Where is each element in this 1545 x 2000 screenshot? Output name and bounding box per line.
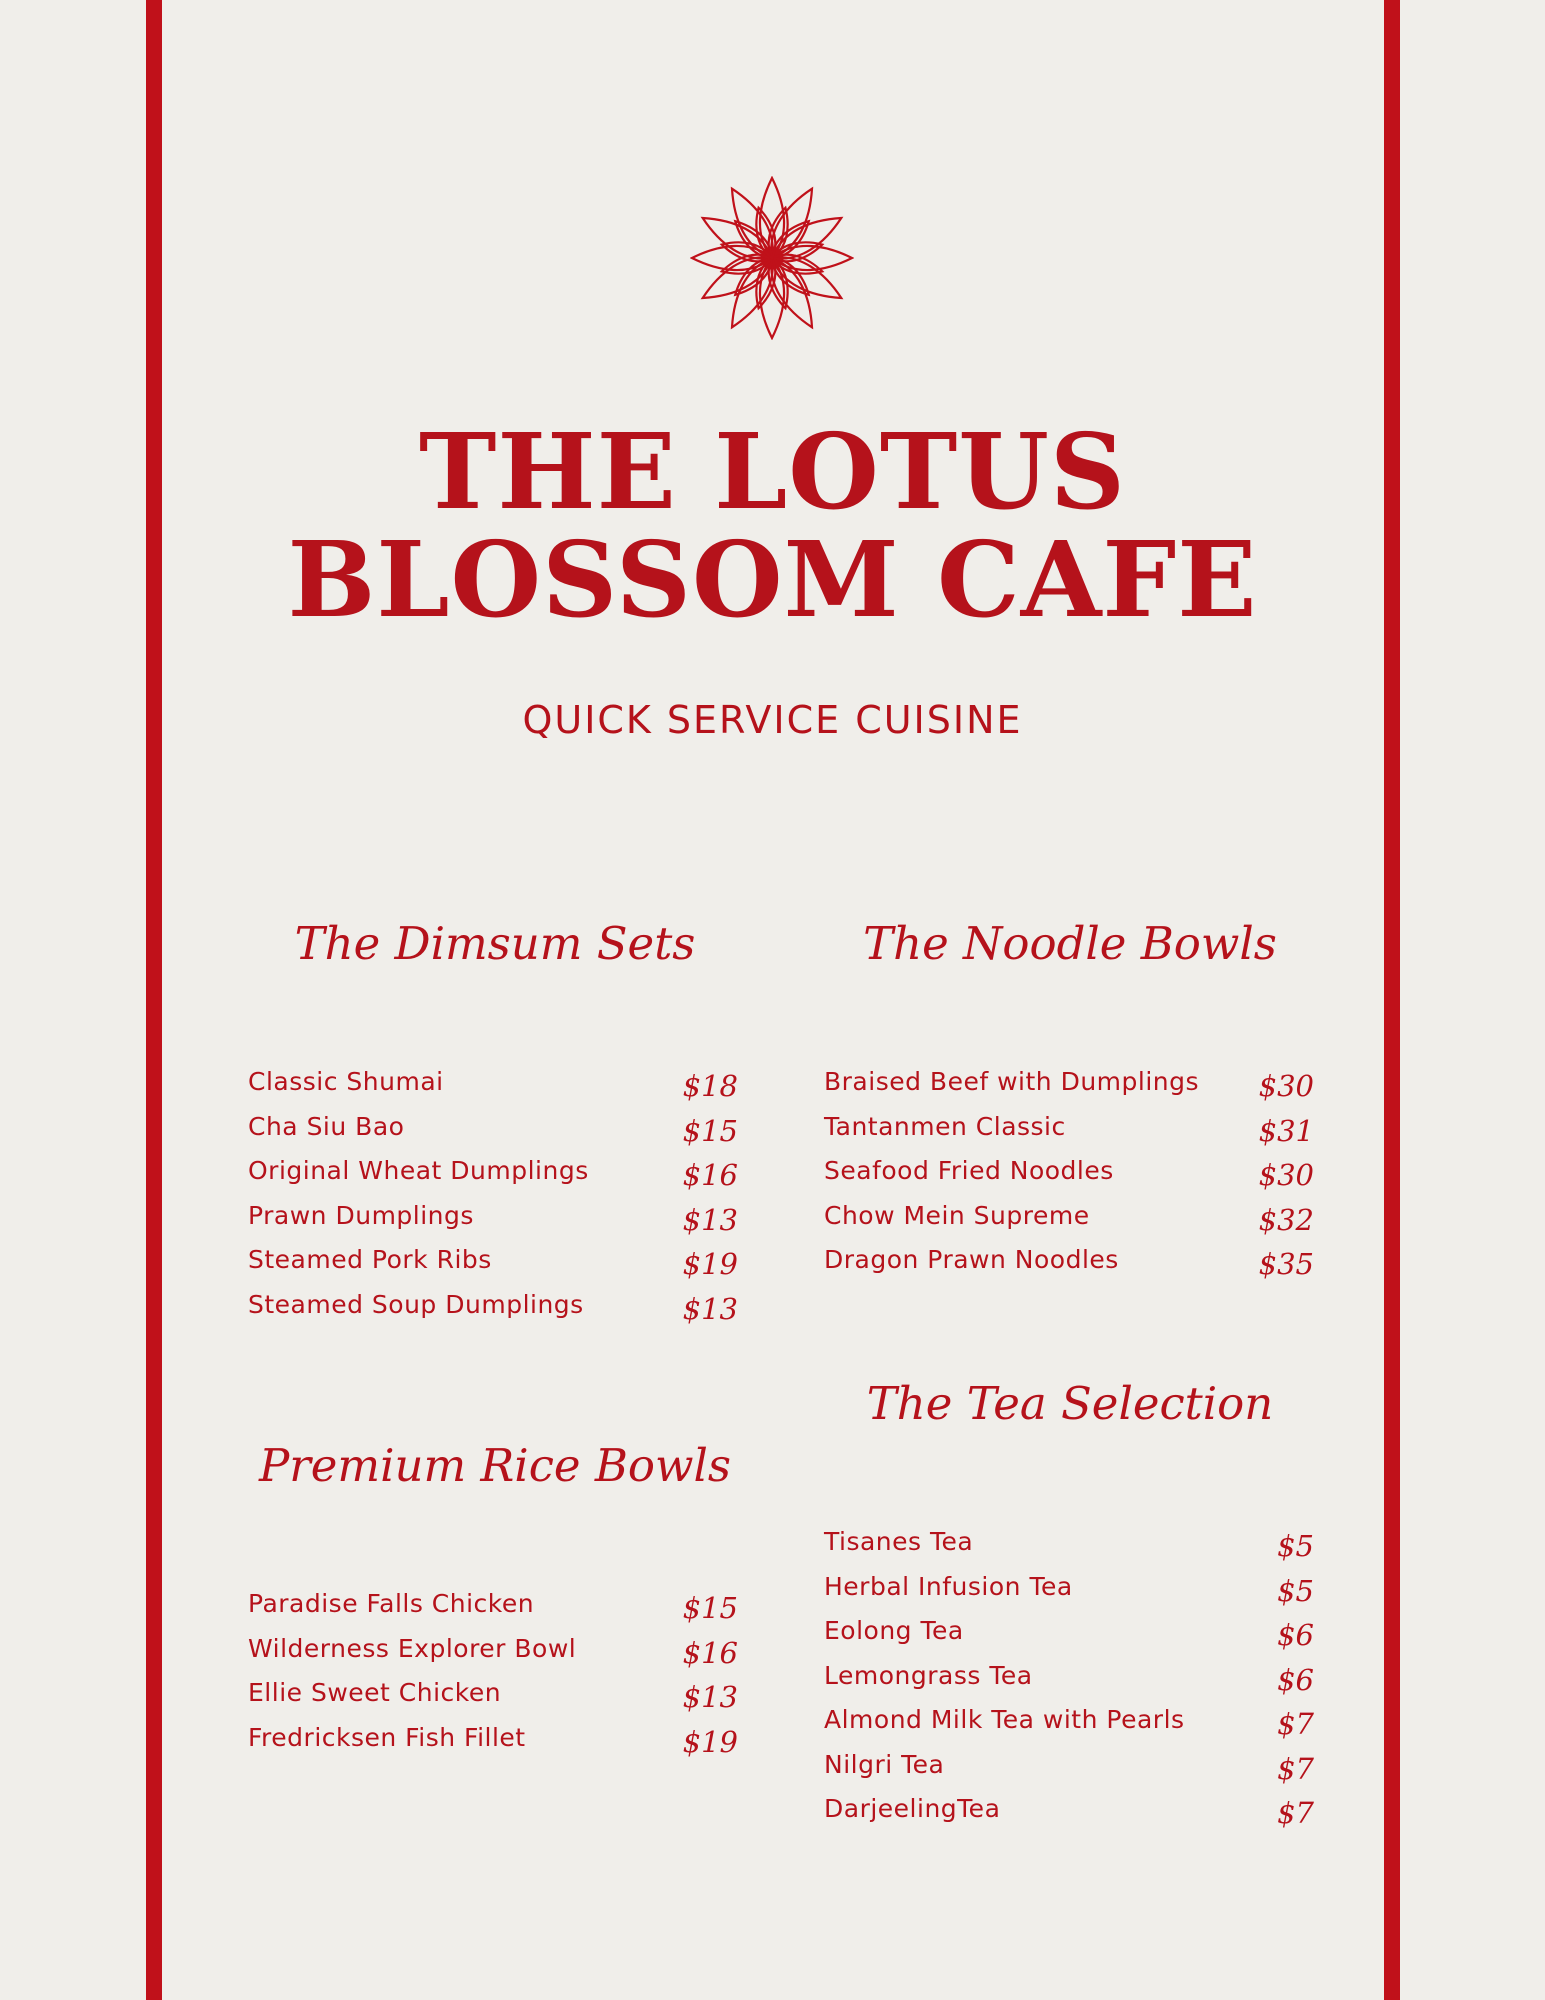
menu-item-price: $30 bbox=[1258, 1069, 1314, 1103]
menu-item bbox=[824, 1199, 1314, 1244]
menu-item-price: $30 bbox=[1258, 1158, 1314, 1192]
menu-item bbox=[824, 1703, 1314, 1748]
menu-item-name: Ellie Sweet Chicken bbox=[248, 1678, 502, 1707]
menu-item bbox=[248, 1243, 738, 1288]
menu-item-price: $13 bbox=[682, 1291, 738, 1326]
menu-item-name: Fredricksen Fish Fillet bbox=[248, 1722, 526, 1752]
subtitle: QUICK SERVICE CUISINE bbox=[522, 698, 1023, 742]
menu-item-price: $32 bbox=[1258, 1202, 1314, 1237]
menu-item-name: Almond Milk Tea with Pearls bbox=[824, 1705, 1185, 1734]
menu-item bbox=[824, 1110, 1314, 1155]
menu-item-name: Nilgri Tea bbox=[824, 1749, 945, 1779]
menu-item-price: $16 bbox=[682, 1635, 738, 1670]
menu-item-price: $5 bbox=[1277, 1573, 1314, 1608]
menu-item-price: $6 bbox=[1277, 1662, 1314, 1697]
menu-item bbox=[824, 1065, 1314, 1110]
right-border-line bbox=[1384, 0, 1400, 2000]
menu-item-name: Cha Siu Bao bbox=[248, 1111, 405, 1141]
lotus-flower-icon bbox=[690, 176, 854, 340]
menu-item bbox=[248, 1199, 738, 1244]
menu-item-name: Braised Beef with Dumplings bbox=[824, 1067, 1200, 1096]
menu-item bbox=[248, 1587, 738, 1632]
menu-item-name: Dragon Prawn Noodles bbox=[824, 1245, 1119, 1274]
menu-item-name: DarjeelingTea bbox=[824, 1794, 1001, 1823]
menu-item bbox=[824, 1525, 1314, 1570]
section-title-rice: Premium Rice Bowls bbox=[258, 1439, 732, 1492]
menu-item-price: $13 bbox=[682, 1680, 738, 1714]
menu-item-price: $19 bbox=[682, 1247, 738, 1281]
menu-item-name: Chow Mein Supreme bbox=[824, 1200, 1090, 1230]
menu-item-price: $18 bbox=[682, 1069, 738, 1103]
menu-item bbox=[248, 1154, 738, 1199]
menu-item bbox=[248, 1632, 738, 1677]
menu-item-price: $31 bbox=[1258, 1113, 1314, 1148]
section-title-dimsum: The Dimsum Sets bbox=[294, 917, 696, 970]
menu-item-price: $7 bbox=[1277, 1751, 1314, 1786]
menu-item-price: $15 bbox=[682, 1113, 738, 1148]
menu-item bbox=[248, 1288, 738, 1333]
menu-item-name: Original Wheat Dumplings bbox=[248, 1156, 589, 1185]
noodle-menu-list bbox=[824, 1065, 1314, 1288]
menu-item-name: Classic Shumai bbox=[248, 1067, 444, 1096]
left-border-line bbox=[146, 0, 162, 2000]
menu-item-price: $6 bbox=[1277, 1618, 1314, 1652]
menu-item-price: $5 bbox=[1277, 1529, 1314, 1563]
menu-item-name: Paradise Falls Chicken bbox=[248, 1589, 535, 1618]
menu-item-name: Lemongrass Tea bbox=[824, 1660, 1033, 1690]
rice-menu-list bbox=[248, 1587, 738, 1765]
menu-item bbox=[248, 1065, 738, 1110]
menu-item-name: Herbal Infusion Tea bbox=[824, 1571, 1073, 1601]
menu-item bbox=[824, 1570, 1314, 1615]
tea-menu-list bbox=[824, 1525, 1314, 1837]
menu-item bbox=[824, 1748, 1314, 1793]
dimsum-menu-list bbox=[248, 1065, 738, 1332]
section-title-noodle: The Noodle Bowls bbox=[863, 917, 1277, 970]
menu-item bbox=[248, 1110, 738, 1155]
menu-item bbox=[824, 1659, 1314, 1704]
menu-item-price: $13 bbox=[682, 1202, 738, 1237]
menu-item-price: $7 bbox=[1277, 1796, 1314, 1830]
menu-item-price: $19 bbox=[682, 1724, 738, 1759]
menu-item-name: Steamed Soup Dumplings bbox=[248, 1289, 584, 1319]
menu-item bbox=[248, 1721, 738, 1766]
menu-item-name: Eolong Tea bbox=[824, 1616, 964, 1645]
menu-item bbox=[248, 1676, 738, 1721]
menu-item bbox=[824, 1792, 1314, 1837]
menu-item bbox=[824, 1243, 1314, 1288]
menu-item-name: Wilderness Explorer Bowl bbox=[248, 1633, 577, 1663]
menu-item bbox=[824, 1614, 1314, 1659]
menu-item-name: Prawn Dumplings bbox=[248, 1200, 474, 1230]
section-title-tea: The Tea Selection bbox=[866, 1377, 1274, 1430]
menu-item-price: $35 bbox=[1258, 1247, 1314, 1281]
menu-item-name: Tisanes Tea bbox=[824, 1527, 974, 1556]
menu-item-price: $15 bbox=[682, 1591, 738, 1625]
menu-item-price: $7 bbox=[1277, 1707, 1314, 1741]
menu-item-name: Seafood Fried Noodles bbox=[824, 1156, 1114, 1185]
menu-item bbox=[824, 1154, 1314, 1199]
menu-item-name: Tantanmen Classic bbox=[824, 1111, 1066, 1141]
restaurant-title-line-1: THE LOTUS bbox=[418, 410, 1127, 533]
restaurant-title-line-2: BLOSSOM CAFE bbox=[287, 518, 1258, 641]
menu-item-name: Steamed Pork Ribs bbox=[248, 1245, 492, 1274]
menu-item-price: $16 bbox=[682, 1158, 738, 1192]
